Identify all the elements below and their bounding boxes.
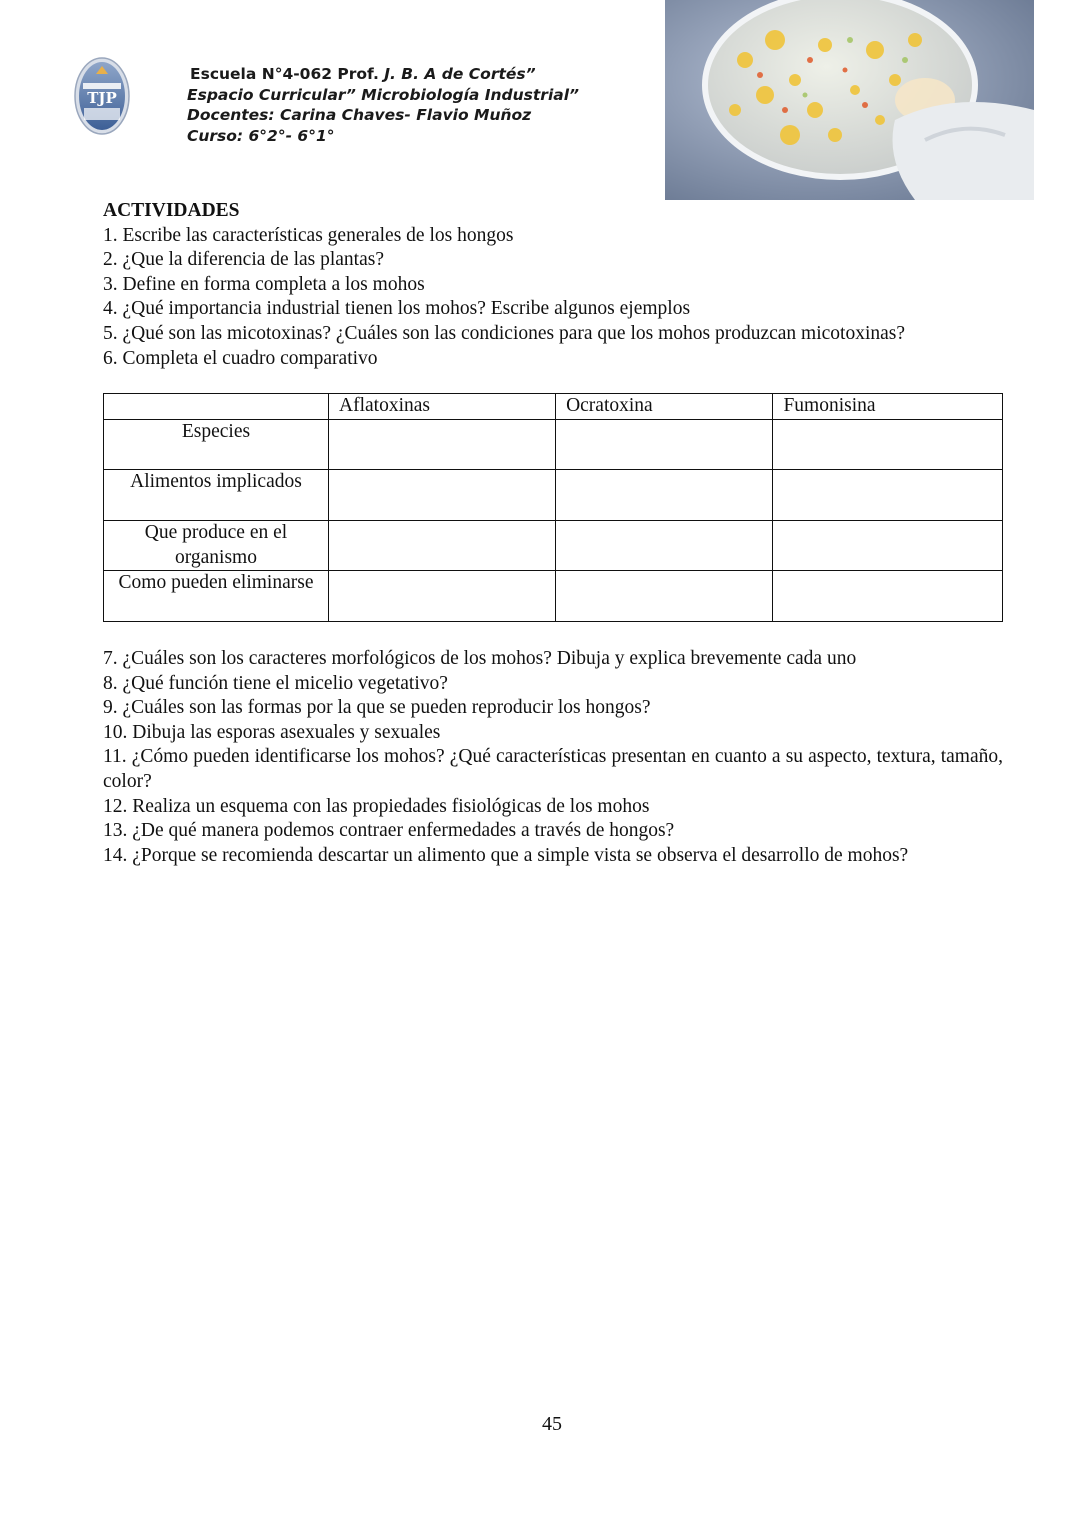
question-5: 5. ¿Qué son las micotoxinas? ¿Cuáles son las condiciones para que los mohos produzcan micotoxinas? — [103, 322, 906, 344]
table-cell — [329, 521, 556, 571]
petri-dish-photo — [665, 0, 1034, 200]
subject-line: Espacio Curricular” Microbiología Industrial” — [187, 85, 580, 104]
question-6: 6. Completa el cuadro comparativo — [103, 347, 378, 369]
table-cell — [773, 521, 1003, 571]
table-row — [104, 571, 1003, 622]
table-cell — [556, 420, 773, 470]
table-row — [104, 521, 1003, 571]
column-header-fumonisina: Fumonisina — [773, 394, 1003, 420]
row-header-organismo: Que produce en el organismo — [104, 521, 329, 571]
logo-initials: TJP — [87, 89, 117, 107]
table-cell — [773, 420, 1003, 470]
row-header-eliminarse: Como pueden eliminarse — [104, 571, 329, 622]
table-cell — [556, 470, 773, 521]
table-row — [104, 420, 1003, 470]
question-1: 1. Escribe las características generales de los hongos — [103, 224, 514, 246]
question-7: 7. ¿Cuáles son los caracteres morfológicos de los mohos? Dibuja y explica brevemente cada uno — [103, 648, 857, 669]
question-12: 12. Realiza un esquema con las propiedades fisiológicas de los mohos — [103, 795, 650, 817]
school-line: Escuela N°4-062 Prof. J. B. A de Cortés” — [190, 65, 536, 83]
question-8: 8. ¿Qué función tiene el micelio vegetativo? — [103, 672, 448, 694]
question-9: 9. ¿Cuáles son las formas por la que se pueden reproducir los hongos? — [103, 697, 651, 719]
question-2: 2. ¿Que la diferencia de las plantas? — [103, 249, 384, 271]
column-header-ocratoxina: Ocratoxina — [556, 394, 773, 420]
question-14: 14. ¿Porque se recomienda descartar un alimento que a simple vista se observa el desarrollo de mohos? — [103, 844, 909, 866]
table-header-row — [104, 394, 1003, 420]
activities-section-2 — [103, 647, 1003, 868]
question-3: 3. Define en forma completa a los mohos — [103, 273, 425, 295]
table-cell — [556, 521, 773, 571]
teachers-line: Docentes: Carina Chaves- Flavio Muñoz — [187, 106, 532, 124]
comparison-table — [103, 393, 1003, 622]
table-cell — [556, 571, 773, 622]
row-header-especies: Especies — [104, 420, 329, 470]
document-header — [187, 64, 579, 146]
course-line: Curso: 6°2°- 6°1° — [187, 126, 335, 145]
row-header-alimentos: Alimentos implicados — [104, 470, 329, 521]
table-corner-cell — [104, 394, 329, 420]
table-cell — [773, 470, 1003, 521]
table-cell — [329, 571, 556, 622]
question-4: 4. ¿Qué importancia industrial tienen los mohos? Escribe algunos ejemplos — [103, 298, 691, 320]
table-cell — [773, 571, 1003, 622]
table-row — [104, 470, 1003, 521]
question-10: 10. Dibuja las esporas asexuales y sexuales — [103, 721, 441, 743]
school-logo — [74, 56, 130, 136]
page-number: 45 — [542, 1413, 562, 1435]
question-13: 13. ¿De qué manera podemos contraer enfermedades a través de hongos? — [103, 820, 675, 842]
question-11: 11. ¿Cómo pueden identificarse los mohos? ¿Qué características presentan en cuanto a su aspecto, textura, tamaño, color? — [103, 746, 1003, 792]
column-header-aflatoxinas: Aflatoxinas — [329, 394, 556, 420]
table-cell — [329, 470, 556, 521]
activities-title: ACTIVIDADES — [103, 200, 240, 221]
table-cell — [329, 420, 556, 470]
activities-section — [103, 199, 1003, 371]
